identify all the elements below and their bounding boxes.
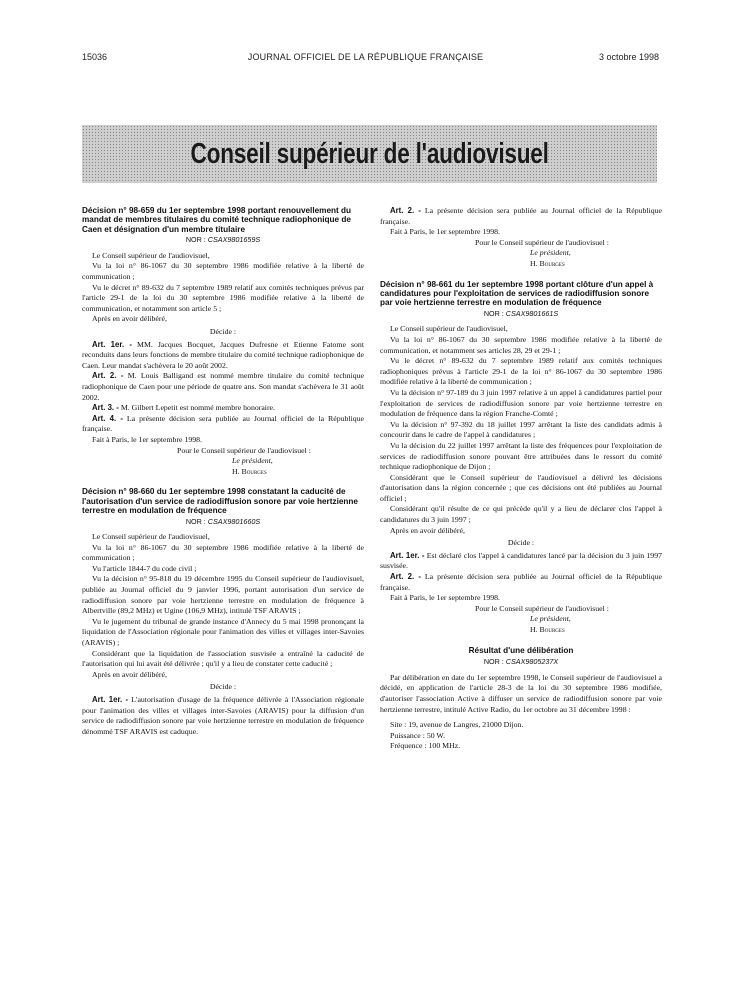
article-label: Art. 2. - (390, 572, 421, 582)
paragraph: Le Conseil supérieur de l'audiovisuel, (92, 532, 210, 542)
done-at: Fait à Paris, le 1er septembre 1998. (92, 434, 202, 444)
paragraph: Vu la loi n° 86-1067 du 30 septembre 1986 modifiée relative à la liberté de communication ; (82, 261, 364, 281)
signature-line: Pour le Conseil supérieur de l'audiovisuel : (475, 237, 609, 247)
article-label: Art. 1er. - (390, 550, 425, 560)
decision-98-661 (380, 280, 662, 636)
decision-98-659 (82, 206, 364, 477)
signature-role: Le président, (530, 248, 571, 258)
nor-reference (380, 657, 662, 668)
article-label: Art. 3. - (92, 403, 119, 413)
decision-98-660-continued (380, 206, 662, 270)
paragraph: Après en avoir délibéré, (390, 525, 465, 535)
paragraph: Vu la loi n° 86-1067 du 30 septembre 1986 modifiée relative à la liberté de communication ; (82, 542, 364, 563)
paragraph: Après en avoir délibéré, (92, 669, 167, 679)
signature-role: Le président, (530, 614, 571, 624)
article (82, 340, 364, 372)
paragraph: Vu la décision du 22 juillet 1997 arrêtant la liste des fréquences pour l'exploitation de services de radiodiffusion sonore pouvant être attribuées dans le ressort du comité technique radiophonique de Dijon ; (380, 440, 662, 472)
nor-label: NOR : (185, 516, 206, 526)
article-label: Art. 4. - (92, 413, 123, 423)
article-label: Art. 1er. - (92, 695, 129, 704)
paragraph: Vu le décret n° 89-632 du 7 septembre 1989 relatif aux comités techniques radiophoniques prévus à l'article 29-1 de la loi n° 86-1067 du 30 septembre 1986 modifiée relative à la liberté de communication ; (380, 356, 662, 387)
signature-role: Le président, (232, 456, 273, 466)
paragraph: Vu la décision n° 95-818 du 19 décembre 1995 du Conseil supérieur de l'audiovisuel, publiée au Journal officiel du 9 janvier 1996, portant autorisation d'un service de radiodiffusion sonore par voie hertzienne terrestre en modulation de fréquence à Albertville (89,2 MHz) et Ugine (106,9 MHz), intitulé TSF ARAVIS ; (82, 574, 364, 616)
signature-name: H. Bourges (530, 625, 565, 634)
decision-title: Décision n° 98-659 du 1er septembre 1998 portant renouvellement du mandat de membres titulaires du comité technique radiophonique de Caen et désignation d'un membre titulaire (82, 206, 352, 234)
done-at: Fait à Paris, le 1er septembre 1998. (390, 593, 500, 603)
article (380, 551, 662, 572)
paragraph: Considérant qu'il résulte de ce qui précède qu'il y a lieu de déclarer clos l'appel à candidatures du 3 juin 1997 ; (380, 504, 662, 525)
decide-heading: Décide : (507, 538, 535, 548)
right-column (380, 206, 662, 752)
paragraph: Vu le décret n° 89-632 du 7 septembre 1989 relatif aux comités techniques prévus par l'article 29-1 de la loi du 30 septembre 1986 modifiée relative à la liberté de communication, et notamment son article 5 ; (82, 282, 364, 313)
left-column (82, 206, 364, 737)
spacer (380, 636, 662, 646)
signature-name: H. Bourges (232, 466, 267, 476)
signature-line: Pour le Conseil supérieur de l'audiovisuel : (475, 603, 609, 613)
paragraph: Par délibération en date du 1er septembre 1998, le Conseil supérieur de l'audiovisuel a décidé, en application de l'article 28-3 de la loi du 30 septembre 1986 modifiée, d'autoriser l'association Active à diffuser un service de radiodiffusion sonore par voie hertzienne terrestre, intitulé Active Radio, du 1er octobre au 31 décembre 1998 : (380, 672, 662, 714)
article-text: La présente décision sera publiée au Journal officiel de la République française. (380, 572, 662, 592)
decision-title: Décision n° 98-660 du 1er septembre 1998 constatant la caducité de l'autorisation d'un service de radiodiffusion sonore par voie hertzienne terrestre en modulation de fréquence (82, 487, 358, 516)
article (82, 371, 364, 403)
resultat-deliberation (380, 646, 662, 752)
paragraph: Après en avoir délibéré, (92, 314, 167, 324)
article-label: Art. 2. - (390, 206, 421, 215)
nor-code: CSAX9805237X (505, 657, 559, 667)
paragraph: Le Conseil supérieur de l'audiovisuel, (92, 250, 210, 260)
article-label: Art. 1er. - (92, 339, 132, 349)
paragraph: Vu la loi n° 86-1067 du 30 septembre 1986 modifiée relative à la liberté de communication, et notamment ses articles 28, 29 et 29-1 ; (380, 334, 662, 355)
nor-code: CSAX9801659S (207, 235, 261, 245)
nor-reference (82, 517, 364, 528)
decision-98-660 (82, 487, 364, 737)
site-line: Site : 19, avenue de Langres, 21000 Dijon. (390, 720, 524, 730)
section-title: Conseil supérieur de l'audiovisuel (190, 137, 549, 170)
nor-label: NOR : (185, 235, 206, 245)
article-text: La présente décision sera publiée au Journal officiel de la République française. (380, 206, 662, 226)
spacer (82, 477, 364, 487)
decide-heading: Décide : (209, 682, 237, 692)
journal-title: JOURNAL OFFICIEL DE LA RÉPUBLIQUE FRANÇAISE (247, 52, 484, 62)
article (380, 206, 662, 227)
signature-line: Pour le Conseil supérieur de l'audiovisuel : (177, 445, 311, 455)
decision-title: Décision n° 98-661 du 1er septembre 1998 portant clôture d'un appel à candidatures pour l'exploitation de services de radiodiffusion sonore par voie hertzienne terrestre en modulation de fréquence (380, 279, 654, 308)
power-line: Puissance : 50 W. (390, 730, 446, 740)
article-text: M. Louis Balligand est nommé membre titulaire du comité technique radiophonique de Caen pour une période de quatre ans. Son mandat s'achèvera le 31 août 2002. (82, 371, 365, 402)
signature-name: H. Bourges (530, 258, 565, 268)
nor-reference (82, 235, 364, 246)
page-number: 15036 (82, 52, 108, 62)
frequency-line: Fréquence : 100 MHz. (390, 741, 461, 751)
paragraph: Vu la décision n° 97-189 du 3 juin 1997 relative à un appel à candidatures partiel pour l'exploitation de services de radiodiffusion sonore par voie hertzienne terrestre en modulation de fréquence dans la région Franche-Comté ; (380, 387, 662, 419)
decide-heading: Décide : (209, 326, 237, 336)
paragraph: Vu l'article 1844-7 du code civil ; (92, 563, 197, 573)
issue-date: 3 octobre 1998 (598, 52, 659, 62)
section-heading: Résultat d'une délibération (468, 645, 574, 655)
spacer (380, 270, 662, 280)
article-text: L'autorisation d'usage de la fréquence délivrée à l'Association régionale pour l'animation des villes et villages inter-Savoies (ARAVIS) pour la diffusion d'un service de radiodiffusion sonore par voie hertzienne terrestre en modulation de fréquence dénommé TSF ARAVIS est caduque. (82, 695, 364, 736)
nor-label: NOR : (483, 657, 504, 667)
article-text: MM. Jacques Bocquet, Jacques Dufresne et Etienne Fatome sont reconduits dans leurs fonctions de membre titulaire du comité technique radiophonique de Caen. Leur mandat s'achèvera le 20 août 2002. (82, 339, 364, 370)
paragraph: Considérant que la liquidation de l'association susvisée a entraîné la caducité de l'autorisation qui lui avait été délivrée ; qu'il y a lieu de constater cette caducité ; (82, 648, 364, 669)
paragraph: Vu la décision n° 97-392 du 18 juillet 1997 arrêtant la liste des candidats admis à concourir dans le cadre de l'appel à candidatures ; (380, 419, 662, 440)
nor-label: NOR : (483, 308, 504, 318)
nor-code: CSAX9801661S (505, 308, 559, 318)
nor-code: CSAX9801660S (207, 516, 261, 526)
paragraph: Le Conseil supérieur de l'audiovisuel, (390, 324, 508, 334)
nor-reference (380, 309, 662, 320)
done-at: Fait à Paris, le 1er septembre 1998. (390, 227, 500, 237)
paragraph: Vu le jugement du tribunal de grande instance d'Annecy du 5 mai 1998 prononçant la liquidation de l'Association régionale pour l'animation des villes et villages inter-Savoies (ARAVIS) ; (82, 616, 364, 648)
article (82, 414, 364, 435)
article-label: Art. 2. - (92, 371, 124, 381)
article (380, 572, 662, 593)
article-text: Est déclaré clos l'appel à candidatures lancé par la décision du 3 juin 1997 susvisée. (380, 550, 662, 571)
paragraph: Considérant que le Conseil supérieur de l'audiovisuel a délivré les décisions d'autorisation dans la région concernée ; que ces décisions ont été publiées au Journal officiel ; (380, 472, 662, 503)
article (82, 403, 364, 414)
article-text: La présente décision sera publiée au Journal officiel de la République française. (82, 413, 364, 434)
article (82, 695, 364, 737)
section-banner (82, 125, 657, 183)
article-text: M. Gilbert Lepetit est nommé membre honoraire. (120, 403, 275, 413)
